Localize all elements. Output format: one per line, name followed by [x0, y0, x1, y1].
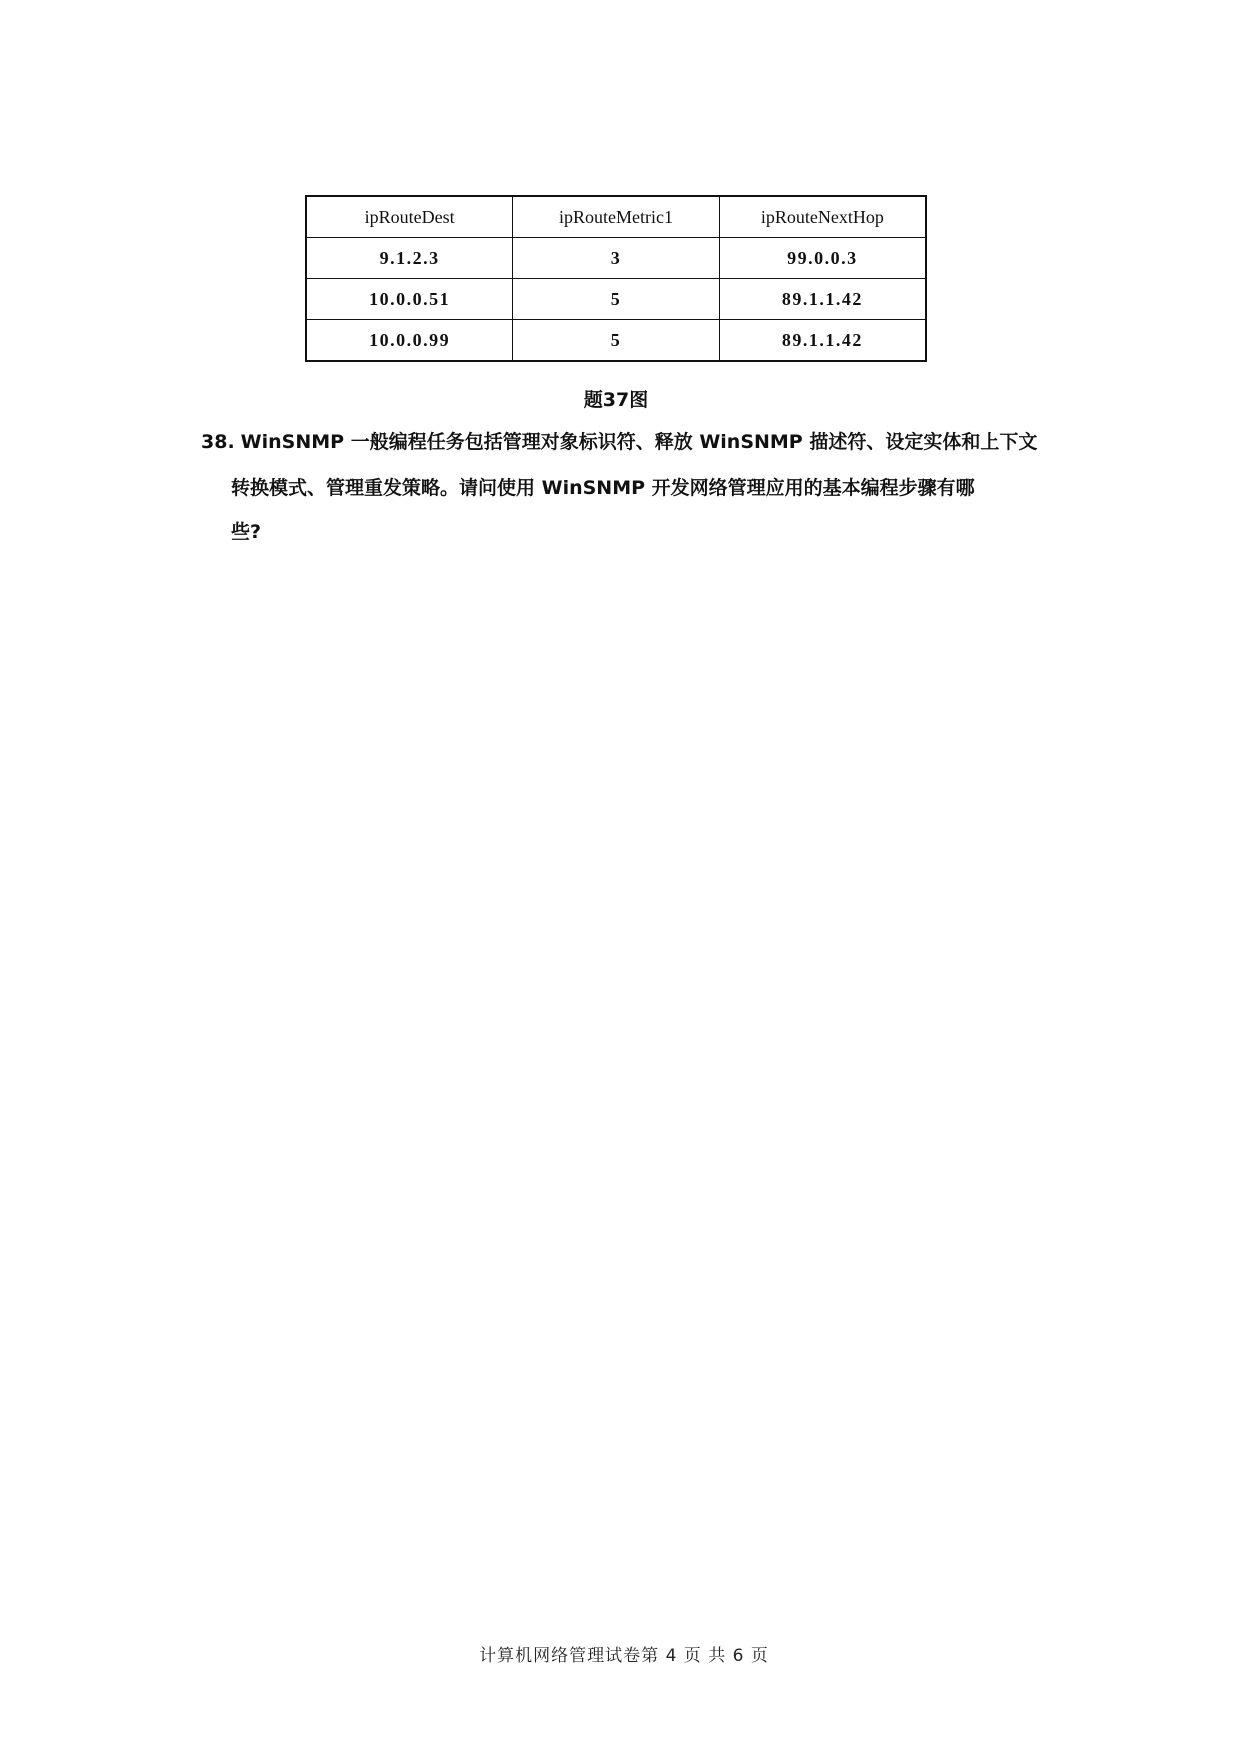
table-header-row — [306, 196, 926, 238]
question-number: 38. — [201, 431, 235, 453]
header-ip-route-next-hop: ipRouteNextHop — [719, 196, 926, 238]
question-38-line-2: 转换模式、管理重发策略。请问使用 WinSNMP 开发网络管理应用的基本编程步骤有哪 — [231, 477, 975, 499]
cell-metric: 3 — [513, 238, 720, 279]
header-ip-route-dest: ipRouteDest — [306, 196, 513, 238]
route-table — [305, 195, 927, 362]
page-footer: 计算机网络管理试卷第 4 页 共 6 页 — [479, 1646, 769, 1666]
cell-dest: 10.0.0.99 — [306, 320, 513, 362]
question-38-line-1 — [201, 429, 1037, 455]
cell-metric: 5 — [513, 320, 720, 362]
table-row — [306, 320, 926, 362]
question-text: WinSNMP 一般编程任务包括管理对象标识符、释放 WinSNMP 描述符、设定实体和上下文 — [240, 431, 1038, 453]
header-ip-route-metric1: ipRouteMetric1 — [513, 196, 720, 238]
cell-next-hop: 99.0.0.3 — [719, 238, 926, 279]
figure-caption: 题37图 — [583, 389, 649, 411]
cell-next-hop: 89.1.1.42 — [719, 320, 926, 362]
table-row — [306, 238, 926, 279]
cell-dest: 10.0.0.51 — [306, 279, 513, 320]
cell-next-hop: 89.1.1.42 — [719, 279, 926, 320]
cell-metric: 5 — [513, 279, 720, 320]
question-38-line-3: 些? — [231, 521, 262, 543]
cell-dest: 9.1.2.3 — [306, 238, 513, 279]
table-row — [306, 279, 926, 320]
